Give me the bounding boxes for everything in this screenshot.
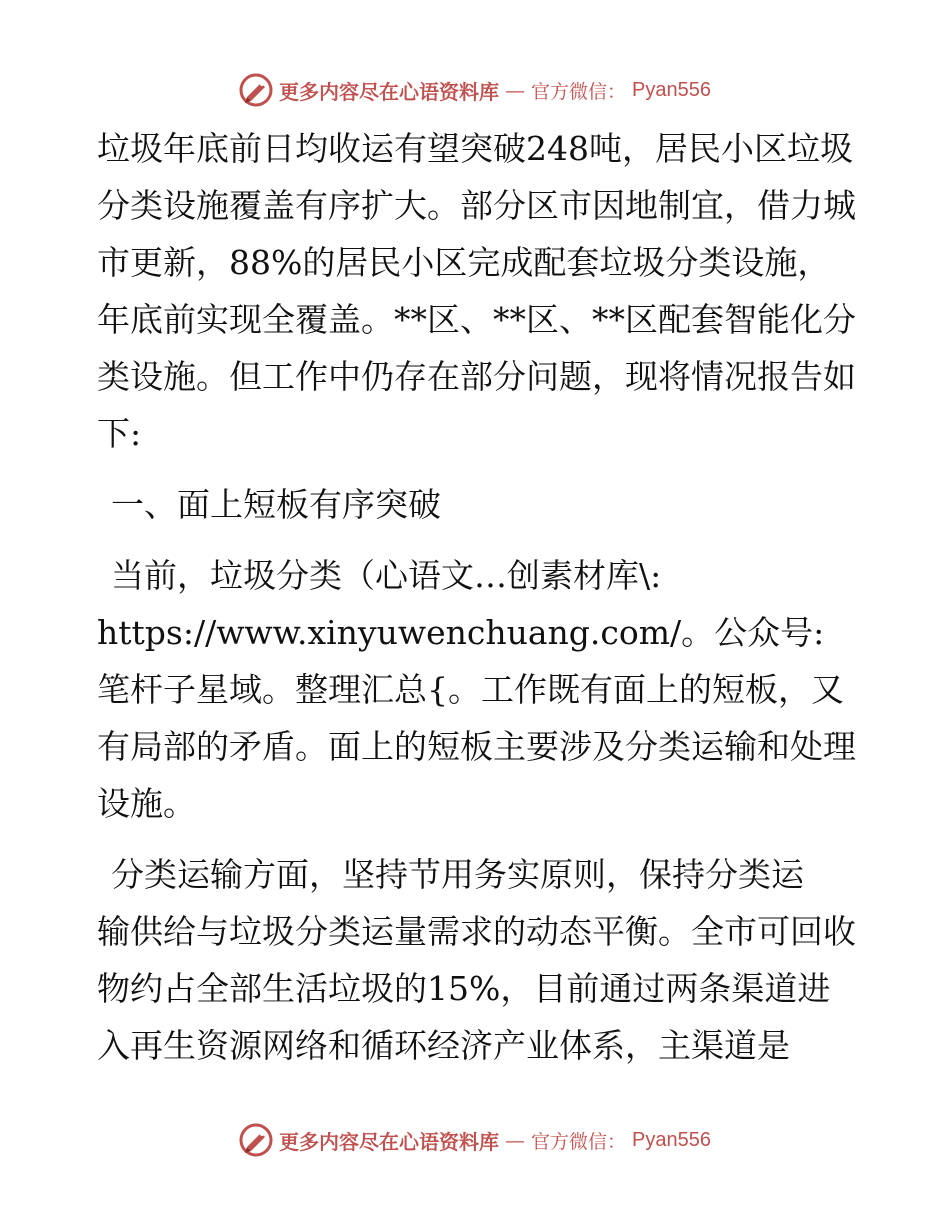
paragraph-current-status-line-1: 当前，垃圾分类（心语文…创素材库\: [111, 556, 662, 595]
banner-title: 更多内容尽在心语资料库 [279, 79, 499, 104]
paragraph-transport [97, 846, 857, 1074]
paragraph-intro: 垃圾年底前日均收运有望突破248吨，居民小区垃圾分类设施覆盖有序扩大。部分区市因地制宜，借力城市更新，88%的居民小区完成配套垃圾分类设施，年底前实现全覆盖。**区、**区、**区配套智能化分类设施。但工作中仍存在部分问题，现将情况报告如下: [97, 129, 856, 453]
banner-wechat-label: 官方微信： [531, 1130, 627, 1153]
pen-logo-icon [239, 73, 273, 107]
banner-wechat-label: 官方微信： [531, 80, 627, 103]
section-heading: 一、面上短板有序突破 [111, 485, 441, 524]
paragraph-current-status-rest: https://www.xinyuwenchuang.com/。公众号: 笔杆子星域。整理汇总{。工作既有面上的短板，又有局部的矛盾。面上的短板主要涉及分类运输和处理设施。 [97, 613, 856, 823]
footer-banner [0, 1120, 950, 1160]
paragraph-current-status [97, 547, 857, 832]
paragraph-transport-rest: 输供给与垃圾分类运量需求的动态平衡。全市可回收物约占全部生活垃圾的15%，目前通过两条渠道进入再生资源网络和循环经济产业体系，主渠道是 [97, 912, 856, 1065]
pen-logo-icon [239, 1123, 273, 1157]
banner-separator: — [505, 1128, 525, 1152]
banner-title: 更多内容尽在心语资料库 [279, 1129, 499, 1154]
banner-wechat-id: Pyan556 [632, 1128, 711, 1151]
banner-wechat-id: Pyan556 [632, 78, 711, 101]
paragraph-transport-line-1: 分类运输方面，坚持节用务实原则，保持分类运 [111, 855, 804, 894]
document-body [97, 120, 857, 1074]
banner-separator: — [505, 78, 525, 102]
header-banner [0, 70, 950, 110]
